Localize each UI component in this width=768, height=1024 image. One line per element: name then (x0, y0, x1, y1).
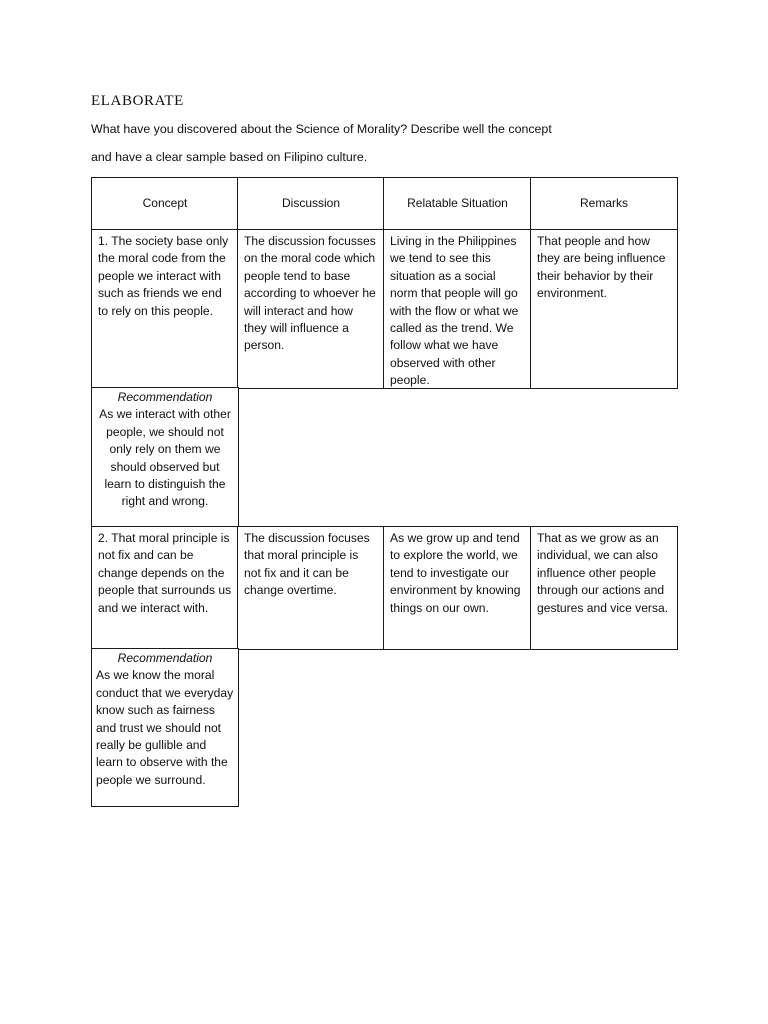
header-remarks: Remarks (530, 177, 678, 231)
row-1-remarks: That people and how they are being influence their behavior by their environment. (530, 229, 678, 389)
row-1-recommendation (91, 387, 239, 529)
recommendation-label: Recommendation (117, 390, 213, 404)
row-1-relatable-situation: Living in the Philippines we tend to see this situation as a social norm that people will go with the flow or what we called as the trend. We follow what we have observed with other people. (383, 229, 532, 389)
row-2-recommendation (91, 648, 239, 807)
row-1-discussion: The discussion focusses on the moral code which people tend to base according to whoever he will interact and how they will influence a person. (237, 229, 385, 389)
row-2-remarks: That as we grow as an individual, we can also influence other people through our actions and gestures and vice versa. (530, 526, 678, 650)
header-relatable-situation: Relatable Situation (383, 177, 532, 231)
recommendation-label: Recommendation (117, 651, 213, 665)
row-1-concept: 1. The society base only the moral code from the people we interact with such as friends we end to rely on this people. (91, 229, 239, 389)
prompt-line-1: What have you discovered about the Science of Morality? Describe well the concept (91, 122, 552, 136)
row-2-discussion: The discussion focuses that moral principle is not fix and it can be change overtime. (237, 526, 385, 650)
recommendation-text: As we know the moral conduct that we everyday know such as fairness and trust we should not really be gullible and learn to observe with the people we surround. (96, 668, 234, 787)
prompt-line-2: and have a clear sample based on Filipino culture. (91, 150, 368, 164)
row-2-concept: 2. That moral principle is not fix and can be change depends on the people that surrounds us and we interact with. (91, 526, 239, 650)
recommendation-text: As we interact with other people, we should not only rely on them we should observed but learn to distinguish the right and wrong. (99, 407, 231, 509)
header-concept: Concept (91, 177, 239, 231)
row-2-relatable-situation: As we grow up and tend to explore the world, we tend to investigate our environment by knowing things on our own. (383, 526, 532, 650)
page-heading: ELABORATE (91, 93, 184, 109)
header-discussion: Discussion (237, 177, 385, 231)
